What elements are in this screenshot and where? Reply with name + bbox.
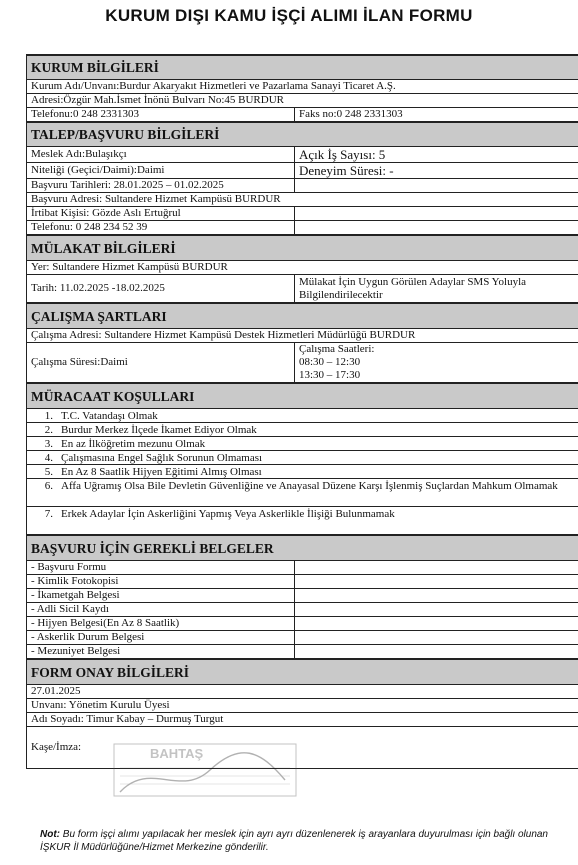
footer-note — [40, 828, 575, 854]
belge-item — [27, 575, 578, 589]
belge-item-text: - Adli Sicil Kaydı — [27, 603, 295, 616]
mulakat-yer-row — [27, 261, 578, 275]
onay-kase-row — [27, 727, 578, 769]
muracaat-item-number: 4. — [44, 452, 53, 464]
section-title: TALEP/BAŞVURU BİLGİLERİ — [27, 123, 578, 146]
empty-cell — [295, 589, 578, 602]
muracaat-item-text: Çalışmasına Engel Sağlık Sorunun Olmaması — [61, 452, 263, 464]
belge-item — [27, 617, 578, 631]
calisma-saat-2: 13:30 – 17:30 — [299, 369, 361, 381]
form-table — [26, 54, 578, 769]
onay-adi-soyadi: Adı Soyadı: Timur Kabay – Durmuş Turgut — [27, 713, 578, 726]
belge-item-text: - Hijyen Belgesi(En Az 8 Saatlik) — [27, 617, 295, 630]
section-belgeler-header — [27, 535, 578, 561]
muracaat-item-text: Erkek Adaylar İçin Askerliğini Yapmış Veya Askerlikle İlişiği Bulunmamak — [61, 508, 395, 520]
belge-item-text: - Askerlik Durum Belgesi — [27, 631, 295, 644]
talep-telefon: Telefonu: 0 248 234 52 39 — [27, 221, 295, 234]
belge-item-text: - Başvuru Formu — [27, 561, 295, 574]
calisma-adres-row — [27, 329, 578, 343]
basvuru-tarihleri: Başvuru Tarihleri: 28.01.2025 – 01.02.2025 — [27, 179, 295, 192]
section-calisma-header — [27, 303, 578, 329]
section-mulakat-header — [27, 235, 578, 261]
muracaat-item — [27, 479, 578, 507]
empty-cell — [295, 575, 578, 588]
section-title: MÜLAKAT BİLGİLERİ — [27, 236, 578, 260]
nitelik: Niteliği (Geçici/Daimi):Daimi — [27, 163, 295, 178]
kurum-adres-row — [27, 94, 578, 108]
calisma-saatleri — [295, 343, 578, 382]
muracaat-item-number: 2. — [44, 424, 53, 436]
muracaat-item-text: Burdur Merkez İlçede İkamet Ediyor Olmak — [61, 424, 257, 436]
deneyim-suresi: Deneyim Süresi: - — [295, 163, 578, 178]
muracaat-item — [27, 409, 578, 423]
muracaat-item-text: En Az 8 Saatlik Hijyen Eğitimi Almış Olması — [61, 466, 262, 478]
acik-is-sayisi: Açık İş Sayısı: 5 — [295, 147, 578, 162]
talep-telefon-row — [27, 221, 578, 235]
note-text: Bu form işçi alımı yapılacak her meslek için ayrı ayrı düzenlenerek iş arayanlara duyurulması için bağlı olunan İŞKUR İl Müdürlüğüne/Hizmet Merkezine gönderilir. — [40, 829, 548, 853]
section-title: ÇALIŞMA ŞARTLARI — [27, 304, 578, 328]
calisma-saatleri-label: Çalışma Saatleri: — [299, 343, 375, 355]
section-talep-header — [27, 122, 578, 147]
mulakat-tarih: Tarih: 11.02.2025 -18.02.2025 — [27, 275, 295, 302]
belge-item — [27, 645, 578, 659]
belge-item — [27, 589, 578, 603]
calisma-saat-1: 08:30 – 12:30 — [299, 356, 361, 368]
meslek-adi: Meslek Adı:Bulaşıkçı — [27, 147, 295, 162]
empty-cell — [295, 207, 578, 220]
onay-tarih: 27.01.2025 — [27, 685, 578, 698]
muracaat-list — [27, 409, 578, 535]
muracaat-item-text: T.C. Vatandaşı Olmak — [61, 410, 158, 422]
belge-item — [27, 603, 578, 617]
muracaat-item — [27, 465, 578, 479]
belge-list — [27, 561, 578, 659]
kurum-adi: Kurum Adı/Unvanı:Burdur Akaryakıt Hizmetleri ve Pazarlama Sanayi Ticaret A.Ş. — [27, 80, 578, 93]
empty-cell — [295, 179, 578, 192]
section-title: MÜRACAAT KOŞULLARI — [27, 384, 578, 408]
kurum-telefon-row — [27, 108, 578, 122]
belge-item-text: - İkametgah Belgesi — [27, 589, 295, 602]
kurum-telefon: Telefonu:0 248 2331303 — [27, 108, 295, 121]
kase-imza: Kaşe/İmza: — [27, 727, 578, 768]
section-onay-header — [27, 659, 578, 685]
belge-item-text: - Kimlik Fotokopisi — [27, 575, 295, 588]
calisma-sure-row — [27, 343, 578, 383]
onay-adi-row — [27, 713, 578, 727]
belge-item — [27, 631, 578, 645]
kurum-adres: Adresi:Özgür Mah.İsmet İnönü Bulvarı No:45 BURDUR — [27, 94, 578, 107]
talep-adres-row — [27, 193, 578, 207]
talep-tarih-row — [27, 179, 578, 193]
onay-tarih-row — [27, 685, 578, 699]
mulakat-tarih-row — [27, 275, 578, 303]
onay-unvan-row — [27, 699, 578, 713]
muracaat-item-number: 3. — [44, 438, 53, 450]
muracaat-item-text: En az İlköğretim mezunu Olmak — [61, 438, 206, 450]
muracaat-item — [27, 451, 578, 465]
kurum-faks: Faks no:0 248 2331303 — [295, 108, 578, 121]
muracaat-item-number: 5. — [44, 466, 53, 478]
irtibat-kisisi: İrtibat Kişisi: Gözde Aslı Ertuğrul — [27, 207, 295, 220]
muracaat-item-text: Affa Uğramış Olsa Bile Devletin Güvenliğine ve Anayasal Düzene Karşı İşlenmiş Suçlardan Mahkum Olmamak — [61, 480, 558, 492]
muracaat-item-number: 6. — [44, 480, 53, 492]
muracaat-item-number: 1. — [44, 410, 53, 422]
section-title: KURUM BİLGİLERİ — [27, 56, 578, 79]
talep-meslek-row — [27, 147, 578, 163]
section-title: FORM ONAY BİLGİLERİ — [27, 660, 578, 684]
talep-nitelik-row — [27, 163, 578, 179]
stamp-text: BAHTAŞ — [150, 746, 204, 761]
section-muracaat-header — [27, 383, 578, 409]
empty-cell — [295, 645, 578, 658]
belge-item — [27, 561, 578, 575]
empty-cell — [295, 221, 578, 234]
mulakat-bilgi: Mülakat İçin Uygun Görülen Adaylar SMS Yoluyla Bilgilendirilecektir — [295, 275, 578, 302]
muracaat-item-number: 7. — [44, 508, 53, 520]
onay-unvan: Unvanı: Yönetim Kurulu Üyesi — [27, 699, 578, 712]
calisma-adresi: Çalışma Adresi: Sultandere Hizmet Kampüsü Destek Hizmetleri Müdürlüğü BURDUR — [27, 329, 578, 342]
empty-cell — [295, 603, 578, 616]
note-label: Not: — [40, 829, 60, 840]
muracaat-item — [27, 423, 578, 437]
talep-irtibat-row — [27, 207, 578, 221]
basvuru-adresi: Başvuru Adresi: Sultandere Hizmet Kampüsü BURDUR — [27, 193, 578, 206]
empty-cell — [295, 561, 578, 574]
section-kurum-header — [27, 55, 578, 80]
kurum-adi-row — [27, 80, 578, 94]
form-title: KURUM DIŞI KAMU İŞÇİ ALIMI İLAN FORMU — [105, 6, 473, 25]
empty-cell — [295, 631, 578, 644]
muracaat-item — [27, 437, 578, 451]
section-title: BAŞVURU İÇİN GEREKLİ BELGELER — [27, 536, 578, 560]
mulakat-yer: Yer: Sultandere Hizmet Kampüsü BURDUR — [27, 261, 578, 274]
belge-item-text: - Mezuniyet Belgesi — [27, 645, 295, 658]
calisma-suresi: Çalışma Süresi:Daimi — [27, 343, 295, 382]
muracaat-item — [27, 507, 578, 535]
empty-cell — [295, 617, 578, 630]
